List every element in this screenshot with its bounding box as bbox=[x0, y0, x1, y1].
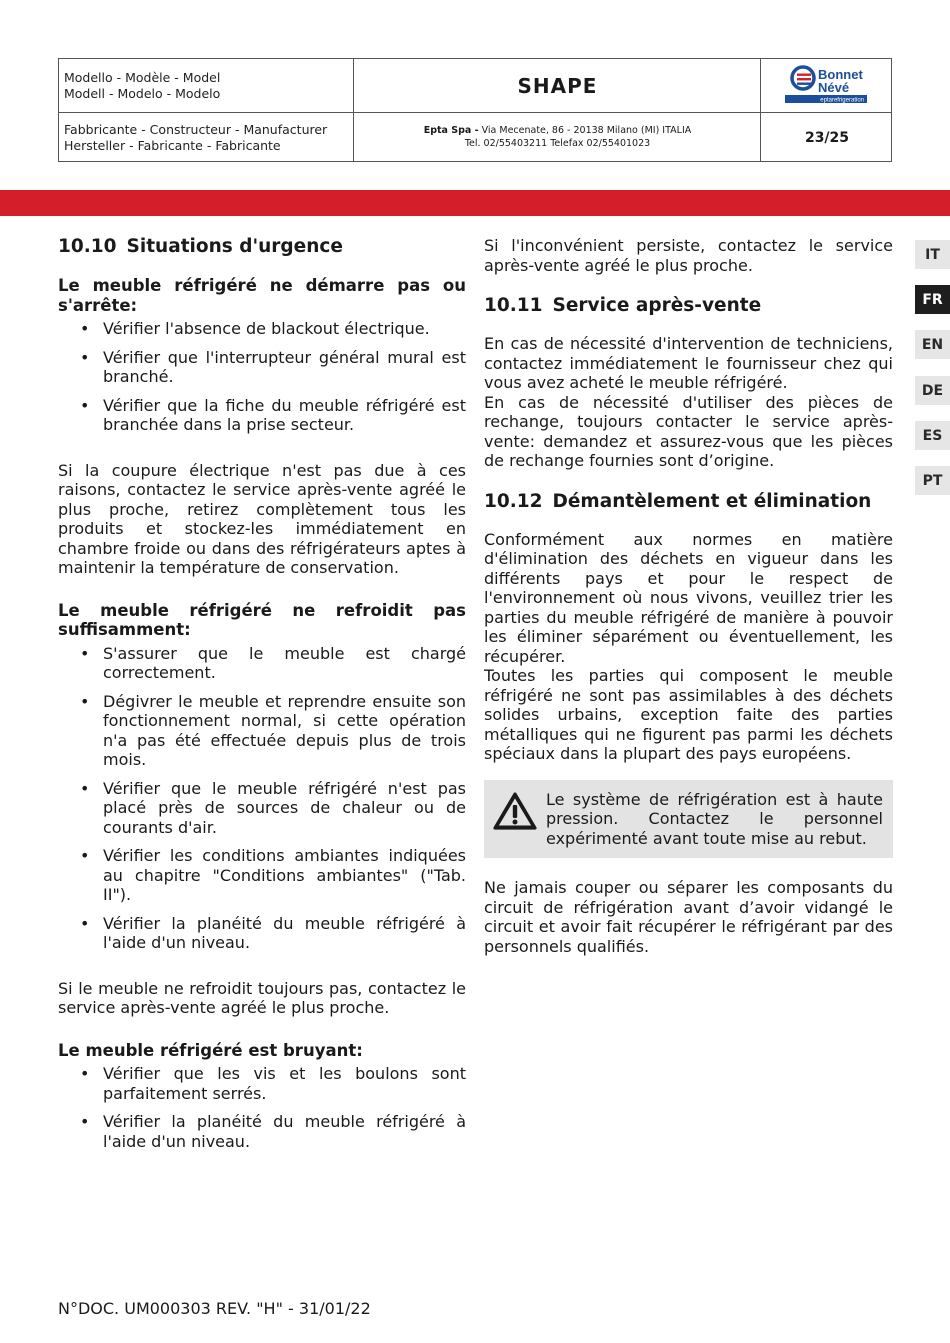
case-heading-not-cooling: Le meuble réfrigéré ne refroidit pas suffisamment: bbox=[58, 600, 466, 639]
checklist-item bbox=[58, 396, 466, 435]
section-heading-10-10 bbox=[58, 236, 466, 258]
language-tab-en[interactable]: EN bbox=[915, 330, 950, 359]
bullet-icon: • bbox=[80, 913, 90, 933]
language-tab-it[interactable]: IT bbox=[915, 240, 950, 269]
checklist-item bbox=[58, 644, 466, 683]
left-column bbox=[58, 236, 466, 1151]
paragraph-still-not-cooling: Si le meuble ne refroidit toujours pas, contactez le service après-vente agréé le plus proche. bbox=[58, 978, 466, 1017]
model-label-line: Modell - Modelo - Modelo bbox=[64, 86, 221, 101]
case-heading-noisy: Le meuble réfrigéré est bruyant: bbox=[58, 1040, 363, 1060]
manufacturer-label-line: Hersteller - Fabricante - Fabricante bbox=[64, 138, 281, 153]
checklist-item bbox=[58, 348, 466, 387]
section-heading-10-11 bbox=[484, 295, 893, 317]
right-column bbox=[484, 236, 893, 956]
logo-tagline: eptarefrigeration bbox=[820, 97, 864, 104]
bullet-icon: • bbox=[80, 643, 90, 663]
case-heading-no-start: Le meuble réfrigéré ne démarre pas ou s'arrête: bbox=[58, 276, 466, 315]
checklist-not-cooling bbox=[58, 644, 466, 953]
checklist-item-text: S'assurer que le meuble est chargé correctement. bbox=[103, 643, 466, 682]
company-info bbox=[354, 113, 761, 163]
paragraph-technician: En cas de nécessité d'intervention de techniciens, contactez immédiatement le fournisseur chez qui vous avez acheté le meuble réfrigéré. bbox=[484, 334, 893, 392]
section-title: Situations d'urgence bbox=[126, 236, 343, 257]
bullet-icon: • bbox=[80, 846, 90, 865]
checklist-noisy bbox=[58, 1064, 466, 1151]
section-number: 10.11 bbox=[484, 295, 543, 316]
checklist-item-text: Vérifier la planéité du meuble réfrigéré à l'aide d'un niveau. bbox=[103, 1112, 466, 1151]
manufacturer-label-line: Fabbricante - Constructeur - Manufacturer bbox=[64, 122, 328, 137]
checklist-item-text: Vérifier les conditions ambiantes indiquées au chapitre "Conditions ambiantes" ("Tab. II"). bbox=[103, 846, 466, 904]
language-tab-pt[interactable]: PT bbox=[915, 466, 950, 495]
language-tab-de[interactable]: DE bbox=[915, 376, 950, 405]
bullet-icon: • bbox=[80, 347, 90, 367]
checklist-item bbox=[58, 846, 466, 905]
bonnet-neve-logo bbox=[761, 59, 893, 112]
checklist-item-text: Vérifier la planéité du meuble réfrigéré à l'aide d'un niveau. bbox=[103, 913, 466, 952]
bullet-icon: • bbox=[80, 1064, 90, 1083]
model-label-line: Modello - Modèle - Model bbox=[64, 70, 221, 85]
checklist-item bbox=[58, 1112, 466, 1151]
checklist-item-text: Vérifier l'absence de blackout électrique. bbox=[103, 319, 430, 338]
checklist-item bbox=[58, 319, 466, 339]
section-number: 10.12 bbox=[484, 490, 543, 512]
company-phone: Tel. 02/55403211 Telefax 02/55401023 bbox=[464, 138, 651, 149]
paragraph-issue-persists: Si l'inconvénient persiste, contactez le service après-vente agréé le plus proche. bbox=[484, 236, 893, 275]
checklist-item-text: Vérifier que l'interrupteur général mural est branché. bbox=[103, 347, 466, 386]
checklist-item-text: Vérifier que les vis et les boulons sont parfaitement serrés. bbox=[103, 1064, 466, 1103]
paragraph-disposal-norms: Conformément aux normes en matière d'élimination des déchets en vigueur dans les différents pays et pour le respect de l'environnement où nous vivons, veuillez trier les parties du meuble réfrigéré de manière à pouvoir les éliminer séparément ou éventuellement, les récupérer. bbox=[484, 529, 893, 666]
checklist-item-text: Vérifier que la fiche du meuble réfrigéré est branchée dans la prise secteur. bbox=[103, 395, 466, 434]
logo-text: Névé bbox=[818, 80, 850, 95]
bullet-icon: • bbox=[80, 1112, 90, 1131]
logo-text: Bonnet bbox=[818, 67, 863, 82]
checklist-item bbox=[58, 914, 466, 953]
section-number: 10.10 bbox=[58, 236, 117, 257]
warning-triangle-icon bbox=[492, 791, 538, 831]
company-address: Via Mecenate, 86 - 20138 Milano (MI) ITALIA bbox=[478, 125, 692, 136]
paragraph-spare-parts: En cas de nécessité d'utiliser des pièces de rechange, toujours contacter le service après-vente: demandez et assurez-vous que les pièces de rechange fournies sont d’origine. bbox=[484, 392, 893, 470]
logo-graphic bbox=[761, 59, 893, 112]
checklist-item-text: Dégivrer le meuble et reprendre ensuite son fonctionnement normal, si cette opération n'a pas été effectuée depuis plus de trois mois. bbox=[103, 691, 466, 769]
checklist-item bbox=[58, 1064, 466, 1103]
bullet-icon: • bbox=[80, 319, 90, 338]
company-name: Epta Spa - bbox=[423, 125, 479, 136]
bullet-icon: • bbox=[80, 691, 90, 711]
product-name: SHAPE bbox=[517, 73, 598, 98]
accent-bar bbox=[0, 190, 950, 216]
checklist-no-start bbox=[58, 319, 466, 435]
document-header bbox=[58, 58, 892, 162]
warning-text: Le système de réfrigération est à haute pression. Contactez le personnel expérimenté avant toute mise au rebut. bbox=[546, 789, 883, 848]
warning-box bbox=[484, 780, 893, 859]
checklist-item bbox=[58, 692, 466, 770]
bullet-icon: • bbox=[80, 778, 90, 798]
model-label bbox=[64, 70, 220, 102]
document-reference: N°DOC. UM000303 REV. "H" - 31/01/22 bbox=[58, 1299, 371, 1318]
section-title: Service après-vente bbox=[552, 295, 762, 316]
page-number: 23/25 bbox=[804, 130, 850, 146]
checklist-item bbox=[58, 779, 466, 838]
section-heading-10-12 bbox=[484, 491, 893, 513]
paragraph-parts-waste: Toutes les parties qui composent le meuble réfrigéré ne sont pas assimilables à des déchets solides urbains, exception faite des parties métalliques qui ne figurent pas parmi les déchets spéciaux dans la plupart des pays européens. bbox=[484, 666, 893, 763]
checklist-item-text: Vérifier que le meuble réfrigéré n'est pas placé près de sources de chaleur ou de courants d'air. bbox=[103, 778, 466, 837]
paragraph-power-cut: Si la coupure électrique n'est pas due à ces raisons, contactez le service après-vente agréé le plus proche, retirez complètement tous les produits et stockez-les immédiatement en chambre froide ou dans des réfrigérateurs aptes à maintenir la température de conservation. bbox=[58, 460, 466, 577]
section-title: Démantèlement et élimination bbox=[552, 490, 872, 512]
bullet-icon: • bbox=[80, 395, 90, 415]
language-tab-fr[interactable]: FR bbox=[915, 285, 950, 314]
paragraph-refrigerant-circuit: Ne jamais couper ou séparer les composants du circuit de réfrigération avant d’avoir vidangé le circuit et avoir fait récupérer le réfrigérant par des personnels qualifiés. bbox=[484, 878, 893, 956]
language-tab-es[interactable]: ES bbox=[915, 421, 950, 450]
manufacturer-label bbox=[64, 122, 327, 154]
